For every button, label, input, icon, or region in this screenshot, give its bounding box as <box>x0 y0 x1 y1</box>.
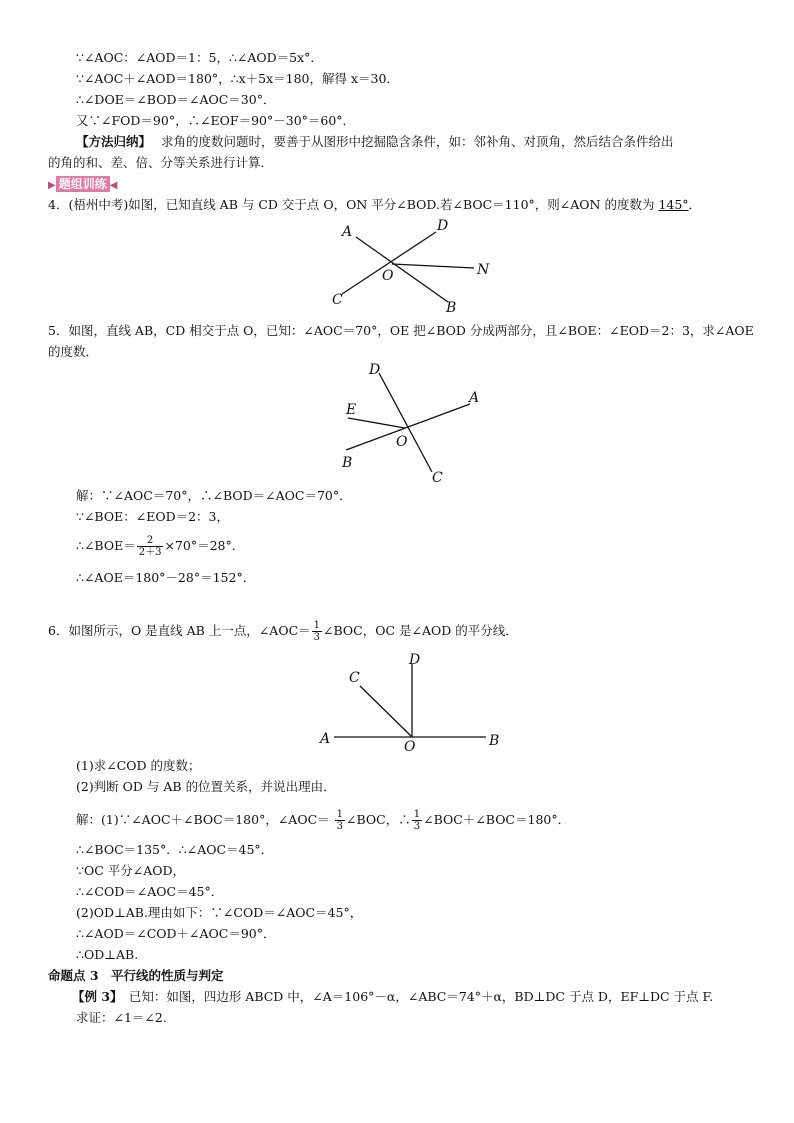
label-d: D <box>409 652 421 668</box>
section-tag: 题组训练 <box>56 176 110 192</box>
fraction-numerator: 1 <box>413 809 421 820</box>
ray-oc <box>360 686 412 737</box>
triangle-left-icon: ◀ <box>109 180 118 191</box>
label-c: C <box>332 292 343 308</box>
solution-line: (2)OD⊥AB.理由如下：∵∠COD＝∠AOC＝45°， <box>76 905 363 920</box>
section-heading <box>48 176 117 194</box>
method-text: 求角的度数问题时，要善于从图形中挖掘隐含条件，如：邻补角、对顶角，然后结合条件给出 <box>161 134 674 149</box>
fraction-denominator: 3 <box>313 632 321 643</box>
solution-line-fraction <box>76 532 244 560</box>
fraction-numerator: 1 <box>336 809 343 820</box>
ray-oe <box>348 418 405 428</box>
sub-question: (2)判断 OD 与 AB 的位置关系，并说出理由． <box>76 779 336 794</box>
label-o: O <box>396 434 408 450</box>
triangle-right-icon: ▶ <box>48 180 56 191</box>
label-a: A <box>320 731 331 747</box>
method-text-cont: 的角的和、差、倍、分等关系进行计算． <box>48 155 274 170</box>
solution-line: 又∵∠FOD＝90°，∴∠EOF＝90°－30°＝60°． <box>76 113 356 128</box>
label-e: E <box>346 402 357 418</box>
label-b: B <box>342 455 353 471</box>
line-ab <box>356 237 448 302</box>
solution-line: ∴∠BOC＝135°．∴∠AOC＝45°． <box>76 842 274 857</box>
solution-line: 解：∵∠AOC＝70°，∴∠BOD＝∠AOC＝70°． <box>76 488 352 503</box>
example-prove: 求证：∠1＝∠2. <box>76 1010 167 1025</box>
solution-line-fraction <box>76 806 570 834</box>
label-a: A <box>469 390 480 406</box>
label-c: C <box>432 470 443 486</box>
fraction-denominator: 3 <box>336 821 343 832</box>
fraction-numerator: 2 <box>137 535 164 547</box>
method-tag: 【方法归纳】 <box>76 134 152 149</box>
fraction-numerator: 1 <box>313 620 321 631</box>
question-4-end: ． <box>688 197 702 212</box>
question-4-text: 4．(梧州中考)如图，已知直线 AB 与 CD 交于点 O，ON 平分∠BOD.若∠BOC＝110°，则∠AON 的度数为 <box>48 197 655 212</box>
figure-q5 <box>330 355 490 490</box>
question-6-text: ∠BOC，OC 是∠AOD 的平分线． <box>323 623 518 638</box>
method-summary <box>76 134 674 150</box>
solution-line: ∵∠BOE：∠EOD＝2：3， <box>76 509 229 524</box>
topic-heading: 命题点 3 平行线的性质与判定 <box>48 968 224 983</box>
solution-text: 解：(1)∵∠AOC＋∠BOC＝180°，∠AOC＝ <box>76 812 334 827</box>
question-6-text: 6．如图所示，O 是直线 AB 上一点，∠AOC＝ <box>48 623 311 638</box>
fraction <box>412 809 422 832</box>
solution-line: ∵∠AOC：∠AOD＝1：5，∴∠AOD＝5x°． <box>76 50 323 65</box>
question-5-line1: 5．如图，直线 AB，CD 相交于点 O，已知：∠AOC＝70°，OE 把∠BOD 分成两部分，且∠BOE：∠EOD＝2：3，求∠AOE <box>48 323 754 338</box>
solution-line: ∴∠AOE＝180°－28°＝152°． <box>76 570 256 585</box>
solution-text: ∠BOC，∴ <box>346 812 411 827</box>
label-o: O <box>382 268 394 284</box>
solution-line: ∴∠AOD＝∠COD＋∠AOC＝90°． <box>76 926 276 941</box>
question-4 <box>48 197 701 213</box>
label-b: B <box>446 300 457 315</box>
label-a: A <box>342 224 353 240</box>
solution-line: ∴∠DOE＝∠BOD＝∠AOC＝30°． <box>76 92 276 107</box>
solution-line: ∴∠COD＝∠AOC＝45°． <box>76 884 224 899</box>
label-b: B <box>489 733 500 749</box>
solution-line: ∵OC 平分∠AOD， <box>76 863 186 878</box>
label-o: O <box>404 739 416 755</box>
fraction-denominator: 3 <box>413 821 421 832</box>
solution-text: ×70°＝28°． <box>164 538 245 553</box>
figure-q6 <box>315 645 510 755</box>
question-6 <box>48 617 518 645</box>
solution-text: ∠BOC＋∠BOC＝180°． <box>423 812 571 827</box>
ray-on <box>392 264 474 268</box>
fraction <box>137 535 164 558</box>
fraction <box>335 809 345 832</box>
question-4-answer: 145° <box>658 197 689 212</box>
sub-question: (1)求∠COD 的度数； <box>76 758 201 773</box>
label-d: D <box>437 218 449 234</box>
fraction <box>312 620 322 643</box>
figure-q4 <box>320 215 500 315</box>
example-tag: 【例 3】 <box>72 989 117 1004</box>
question-5-line2: 的度数． <box>48 344 99 359</box>
solution-line: ∴OD⊥AB. <box>76 947 139 962</box>
label-d: D <box>369 362 381 378</box>
label-c: C <box>349 670 360 686</box>
line-cd <box>342 232 436 294</box>
example-text: 已知：如图，四边形 ABCD 中，∠A＝106°－α，∠ABC＝74°＋α，BD⊥DC 于点 D，EF⊥DC 于点 F. <box>116 989 714 1004</box>
solution-line: ∵∠AOC＋∠AOD＝180°，∴x＋5x＝180，解得 x＝30． <box>76 71 399 86</box>
solution-text: ∴∠BOE＝ <box>76 538 136 553</box>
line-cd <box>379 373 432 472</box>
label-n: N <box>477 262 490 278</box>
fraction-denominator: 2＋3 <box>138 547 162 558</box>
example-3 <box>72 989 713 1005</box>
